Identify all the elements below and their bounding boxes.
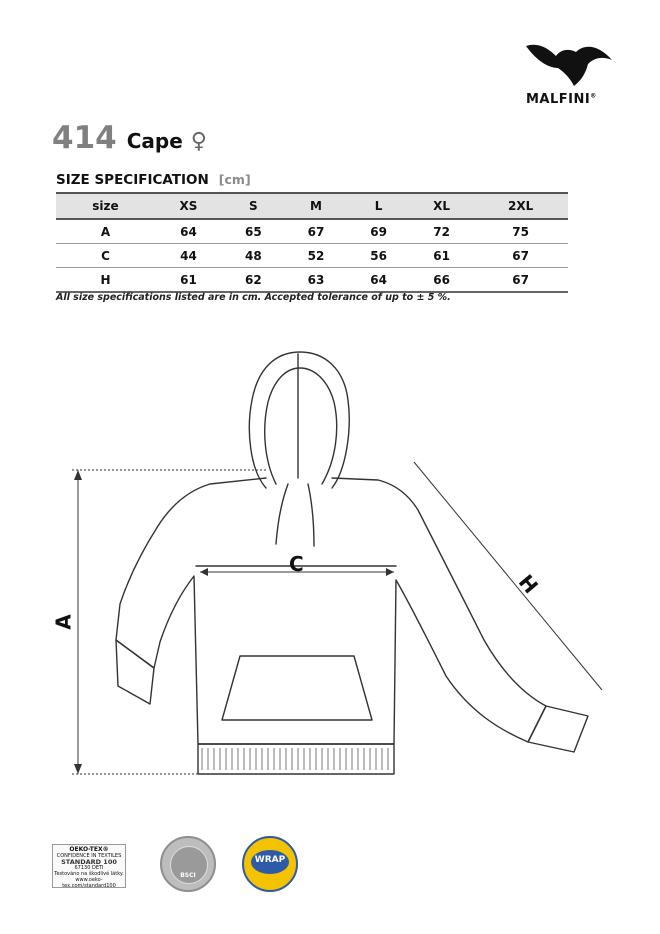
oeko-line4: 67130 DETI [74, 865, 104, 871]
wrap-badge [242, 836, 298, 892]
table-header-row [56, 193, 568, 219]
column-header: XS [155, 193, 222, 219]
drawstring-left [276, 484, 288, 544]
spec-title: SIZE SPECIFICATION [56, 172, 209, 188]
spec-heading [56, 172, 251, 188]
table-cell: 75 [473, 219, 568, 244]
left-cuff [116, 640, 154, 704]
product-code: 414 [52, 120, 117, 156]
oeko-line2: CONFIDENCE IN TEXTILES [56, 853, 122, 859]
dimension-h-label: H [513, 569, 543, 599]
oeko-line6: www.oeko-tex.com/standard100 [62, 877, 116, 889]
table-cell: 67 [473, 244, 568, 268]
table-cell: 67 [473, 268, 568, 293]
column-header: S [222, 193, 285, 219]
product-title [52, 120, 207, 154]
table-cell: 64 [155, 219, 222, 244]
spec-unit: [cm] [218, 172, 251, 187]
table-cell: 61 [410, 244, 473, 268]
size-table [56, 192, 568, 293]
column-header: M [285, 193, 348, 219]
kangaroo-pocket [222, 656, 372, 720]
table-cell: 56 [347, 244, 410, 268]
table-cell: 64 [347, 268, 410, 293]
brand-logo [518, 38, 628, 110]
oeko-tex-badge [52, 844, 126, 888]
hood-outline [249, 352, 349, 488]
hood-inner [265, 368, 337, 484]
eagle-icon [524, 38, 616, 90]
table-row [56, 268, 568, 293]
bsci-badge [160, 836, 216, 892]
product-name: Cape [126, 129, 183, 153]
female-symbol-icon: ♀ [190, 129, 207, 154]
table-cell: 69 [347, 219, 410, 244]
table-cell: 66 [410, 268, 473, 293]
table-cell: H [56, 268, 155, 293]
drawstring-right [308, 484, 314, 546]
brand-name [526, 92, 597, 107]
right-cuff [528, 706, 588, 752]
dimension-h-line [414, 462, 602, 690]
body-outline [116, 478, 546, 744]
column-header: L [347, 193, 410, 219]
wrap-label: WRAP [254, 855, 286, 865]
dimension-a-label: A [51, 614, 76, 630]
brand-name-text: MALFINI [526, 92, 591, 107]
table-cell: 52 [285, 244, 348, 268]
table-cell: 65 [222, 219, 285, 244]
waistband [198, 744, 394, 774]
column-header: XL [410, 193, 473, 219]
table-cell: 62 [222, 268, 285, 293]
registered-mark: ® [590, 92, 597, 100]
oeko-line5: Testováno na škodlivé látky. [54, 871, 124, 877]
dimension-c-label: C [289, 552, 304, 576]
table-cell: 61 [155, 268, 222, 293]
column-header: size [56, 193, 155, 219]
hoodie-drawing [0, 340, 660, 790]
table-cell: 63 [285, 268, 348, 293]
table-cell: C [56, 244, 155, 268]
table-cell: 72 [410, 219, 473, 244]
bsci-label: BSCI [180, 872, 196, 879]
column-header: 2XL [473, 193, 568, 219]
tolerance-note: All size specifications listed are in cm. Accepted tolerance of up to ± 5 %. [56, 292, 451, 303]
table-cell: 48 [222, 244, 285, 268]
table-cell: A [56, 219, 155, 244]
table-row [56, 219, 568, 244]
table-cell: 67 [285, 219, 348, 244]
oeko-line1: OEKO-TEX® [69, 846, 109, 853]
oeko-line3: STANDARD 100 [61, 858, 117, 866]
table-row [56, 244, 568, 268]
table-cell: 44 [155, 244, 222, 268]
